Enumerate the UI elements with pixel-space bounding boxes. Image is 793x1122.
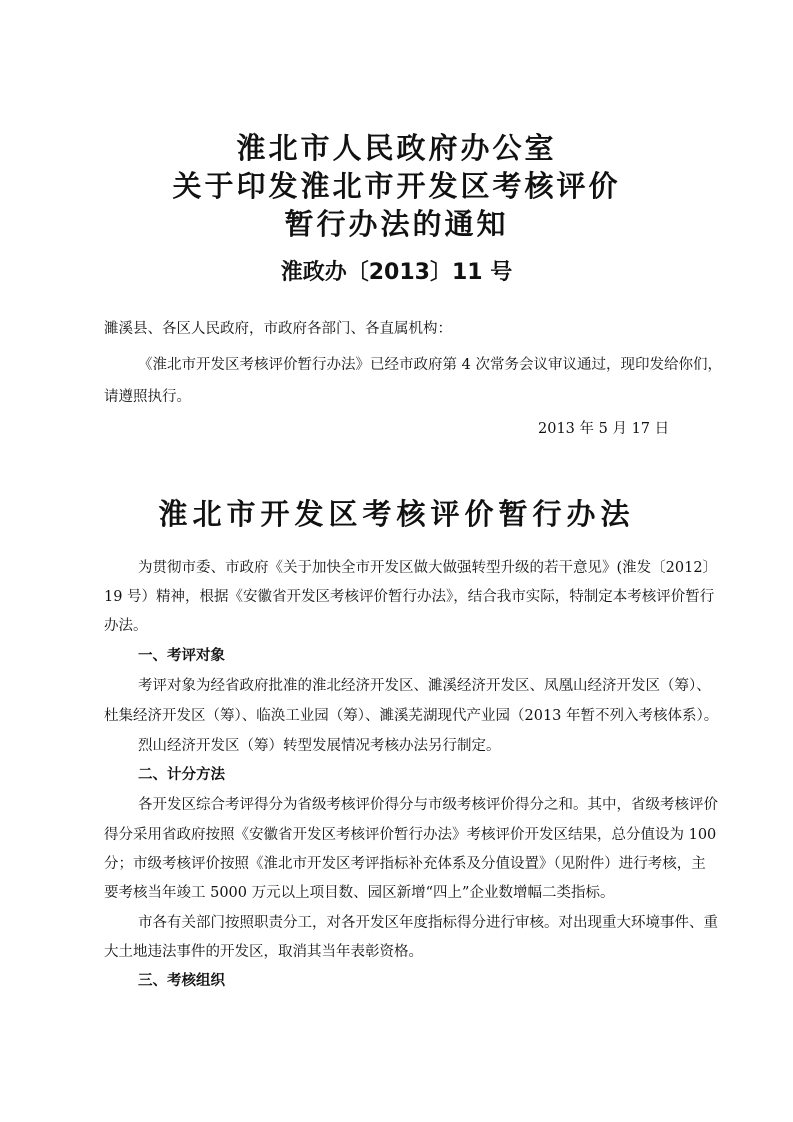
section-2-line-3: 分；市级考核评价按照《淮北市开发区考评指标补充体系及分值设置》（见附件）进行考核，主 (104, 856, 706, 872)
notice-title-line-2: 关于印发淮北市开发区考核评价 (172, 169, 621, 203)
intro-line-1: 为贯彻市委、市政府《关于加快全市开发区做大做强转型升级的若干意见》(淮发〔2012〕 (138, 560, 718, 576)
section-1-line-3: 烈山经济开发区（筹）转型发展情况考核办法另行制定。 (138, 738, 501, 754)
notice-title-line-3: 暂行办法的通知 (284, 207, 509, 241)
intro-line-2: 19 号）精神，根据《安徽省开发区考核评价暂行办法》，结合我市实际，特制定本考核评价暂行 (104, 589, 715, 605)
issue-date: 2013 年 5 月 17 日 (538, 421, 670, 437)
notice-body-line-2: 请遵照执行。 (104, 389, 191, 405)
section-2-line-1: 各开发区综合考评得分为省级考核评价得分与市级考核评价得分之和。其中，省级考核评价 (138, 797, 718, 813)
method-title: 淮北市开发区考核评价暂行办法 (158, 497, 635, 531)
notice-title-line-1: 淮北市人民政府办公室 (236, 131, 557, 165)
section-2-line-4: 要考核当年竣工 5000 万元以上项目数、园区新增“四上”企业数增幅二类指标。 (104, 885, 615, 901)
section-1-line-1: 考评对象为经省政府批准的淮北经济开发区、濉溪经济开发区、凤凰山经济开发区（筹）、 (138, 678, 711, 694)
addressee: 濉溪县、各区人民政府，市政府各部门、各直属机构： (104, 321, 452, 337)
section-3-heading: 三、考核组织 (138, 973, 225, 989)
section-2-line-2: 得分采用省政府按照《安徽省开发区考核评价暂行办法》考核评价开发区结果，总分值设为 100 (104, 827, 717, 843)
intro-line-3: 办法。 (104, 618, 148, 634)
section-2-line-5: 市各有关部门按照职责分工，对各开发区年度指标得分进行审核。对出现重大环境事件、重 (138, 915, 718, 931)
section-1-heading: 一、考评对象 (138, 648, 225, 664)
document-number: 淮政办〔2013〕11 号 (280, 260, 513, 285)
section-2-heading: 二、计分方法 (138, 767, 225, 783)
section-2-line-6: 大土地违法事件的开发区，取消其当年表彰资格。 (104, 944, 423, 960)
section-1-line-2: 杜集经济开发区（筹）、临涣工业园（筹）、濉溪芜湖现代产业园（2013 年暂不列入考核体系）。 (104, 708, 719, 724)
notice-body-line-1: 《淮北市开发区考核评价暂行办法》已经市政府第 4 次常务会议审议通过，现印发给你们， (138, 357, 722, 373)
